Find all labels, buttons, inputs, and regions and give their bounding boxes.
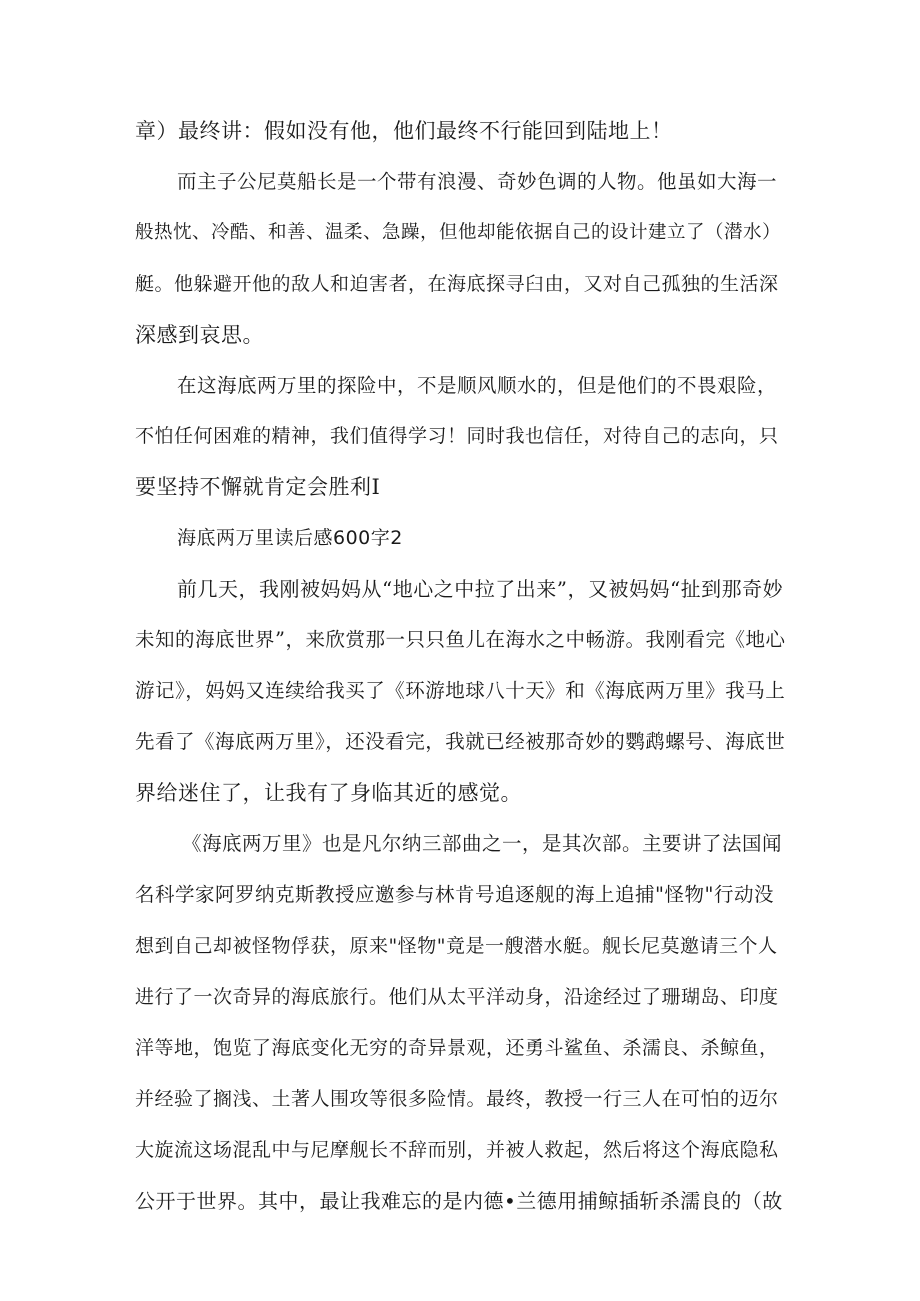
paragraph-3-line-2: 未知的海底世界”，来欣赏那一只只鱼儿在海水之中畅游。我刚看完《地心 — [135, 628, 785, 651]
paragraph-4-line-5: 洋等地，饱览了海底变化无穷的奇异景观，还勇斗鲨鱼、杀濡良、杀鲸鱼， — [135, 1037, 779, 1059]
paragraph-1-line-3: 艇。他躲避开他的敌人和迫害者，在海底探寻臼由，又对自己孤独的生活深 — [135, 273, 779, 295]
paragraph-1-line-1: 而主子公尼莫船长是一个带有浪漫、奇妙色调的人物。他虽如大海一 — [177, 170, 778, 193]
paragraph-4-line-6: 并经验了搁浅、土著人围攻等很多险情。最终，教授一行三人在可怕的迈尔 — [135, 1088, 779, 1110]
text-line-1: 章）最终讲：假如没有他，他们最终不行能回到陆地上！ — [135, 119, 673, 143]
paragraph-4-line-7: 大旋流这场混乱中与尼摩舰长不辞而别，并被人救起，然后将这个海底隐私 — [135, 1139, 779, 1161]
paragraph-3-line-5: 界给迷住了，让我有了身临其近的感觉。 — [135, 781, 522, 805]
paragraph-1-line-2: 般热忱、冷酷、和善、温柔、急躁，但他却能依据自己的设计建立了（潜水） — [135, 222, 782, 243]
paragraph-2-line-2: 不怕任何困难的精神，我们值得学习！同时我也信任，对待自己的志向，只 — [135, 425, 779, 447]
paragraph-3-line-3: 游记》，妈妈又连续给我买了《环游地球八十天》和《海底两万里》我马上 — [135, 679, 785, 702]
paragraph-3-line-1: 前几天，我刚被妈妈从“地心之中拉了出来”，又被妈妈“扯到那奇妙 — [177, 577, 784, 601]
paragraph-1-line-4: 深感到哀思。 — [135, 323, 264, 347]
section-heading: 海底两万里读后感600字2 — [177, 527, 403, 549]
paragraph-4-line-2: 名科学家阿罗纳克斯教授应邀参与林肯号追逐舰的海上追捕"怪物"行动没 — [135, 883, 774, 906]
paragraph-2-line-1: 在这海底两万里的探险中，不是顺风顺水的，但是他们的不畏艰险， — [177, 374, 778, 397]
paragraph-2-line-3: 要坚持不懈就肯定会胜利I — [135, 475, 381, 499]
paragraph-4-line-1: 《海底两万里》也是凡尔纳三部曲之一，是其次部。主要讲了法国闻 — [182, 832, 783, 855]
paragraph-4-line-4: 进行了一次奇异的海底旅行。他们从太平洋动身，沿途经过了珊瑚岛、印度 — [135, 986, 779, 1008]
paragraph-3-line-4: 先看了《海底两万里》，还没看完，我就已经被那奇妙的鹦鹉螺号、海底世 — [135, 730, 785, 753]
paragraph-4-line-3: 想到自己却被怪物俘获，原来"怪物"竟是一艘潜水艇。舰长尼莫邀请三个人 — [135, 935, 778, 957]
paragraph-4-line-8: 公开于世界。其中，最让我难忘的是内德•兰德用捕鲸插斩杀濡良的（故 — [135, 1189, 783, 1213]
